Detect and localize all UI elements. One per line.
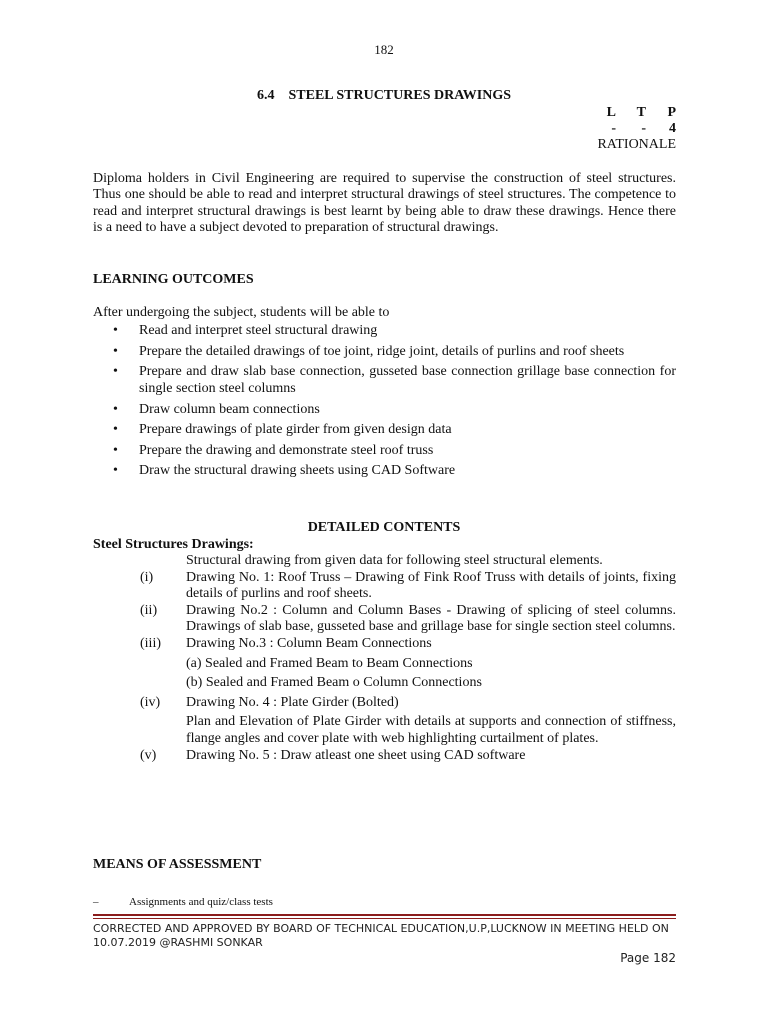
item-text: Plan and Elevation of Plate Girder with details at supports and connection of stiffness, flange angles and cover plate with web highlighting curtailment of plates. xyxy=(186,714,676,746)
dash-icon: – xyxy=(93,896,99,908)
assessment-item-text: Assignments and quiz/class tests xyxy=(129,896,273,908)
item-number: (iv) xyxy=(140,694,161,710)
list-item: • Read and interpret steel structural drawing xyxy=(113,323,378,338)
contents-intro: Structural drawing from given data for following steel structural elements. xyxy=(186,553,603,568)
ltp-values xyxy=(586,121,676,137)
detailed-contents-subheading: Steel Structures Drawings: xyxy=(93,537,254,552)
list-item: • Prepare the detailed drawings of toe joint, ridge joint, details of purlins and roof sheets xyxy=(113,343,625,359)
ltp-p-value: 4 xyxy=(669,121,676,136)
item-number: (v) xyxy=(140,747,157,763)
list-item: • Draw column beam connections xyxy=(113,401,320,417)
contents-item xyxy=(140,695,676,712)
contents-subitem xyxy=(140,714,676,747)
bullet-icon: • xyxy=(113,364,118,379)
item-text: Drawing No. 1: Roof Truss – Drawing of Fink Roof Truss with details of joints, fixing details of purlins and roof sheets. xyxy=(186,569,676,602)
assessment-heading: MEANS OF ASSESSMENT xyxy=(93,857,262,872)
assessment-item xyxy=(93,896,273,908)
ltp-p-label: P xyxy=(667,105,676,120)
page-number-top: 182 xyxy=(374,42,394,57)
ltp-t-label: T xyxy=(636,105,646,120)
item-text: (b) Sealed and Framed Beam o Column Connections xyxy=(186,675,482,691)
item-number: (ii) xyxy=(140,602,158,618)
list-item: • Prepare and draw slab base connection, gusseted base connection grillage base connection for single section steel columns xyxy=(113,364,676,396)
learning-outcomes-list xyxy=(113,322,676,483)
contents-item xyxy=(140,636,676,653)
section-title: 6.4 STEEL STRUCTURES DRAWINGS xyxy=(256,88,512,103)
footer-rule xyxy=(93,914,676,916)
ltp-t-value: - xyxy=(641,121,646,136)
bullet-icon: • xyxy=(113,422,118,437)
bullet-icon: • xyxy=(113,343,118,359)
contents-item xyxy=(140,603,676,636)
rationale-paragraph: Diploma holders in Civil Engineering are required to supervise the construction of steel structures. Thus one should be able to read and interpret structural drawings of steel structures. The competence to read and interpret structural drawings is best learnt by being able to draw these drawings. Hence there is a need to have a subject devoted to preparation of structural drawings. xyxy=(93,171,676,236)
list-item: • Prepare drawings of plate girder from given design data xyxy=(113,422,452,437)
item-text: Drawing No. 4 : Plate Girder (Bolted) xyxy=(186,694,399,710)
contents-item xyxy=(140,748,676,765)
contents-subitem xyxy=(140,675,676,692)
rationale-label: RATIONALE xyxy=(597,137,676,152)
ltp-header xyxy=(586,105,676,121)
bullet-icon: • xyxy=(113,463,118,478)
footer-page-number: Page 182 xyxy=(620,951,676,965)
learning-outcomes-heading: LEARNING OUTCOMES xyxy=(93,272,254,287)
list-item: • Prepare the drawing and demonstrate steel roof truss xyxy=(113,442,434,458)
ltp-l-value: - xyxy=(611,121,616,136)
list-item: • Draw the structural drawing sheets using CAD Software xyxy=(113,463,456,478)
item-text: Drawing No.2 : Column and Column Bases - Drawing of splicing of steel columns. Drawings of slab base, gusseted base and grillage base for single section steel columns. xyxy=(186,602,676,635)
detailed-contents-heading: DETAILED CONTENTS xyxy=(307,520,461,535)
bullet-icon: • xyxy=(113,401,118,417)
item-text: Drawing No. 5 : Draw atleast one sheet using CAD software xyxy=(186,747,526,763)
item-text: (a) Sealed and Framed Beam to Beam Connections xyxy=(186,655,473,671)
learning-outcomes-intro: After undergoing the subject, students will be able to xyxy=(93,305,390,320)
footer-rule xyxy=(93,918,676,919)
footer-text: CORRECTED AND APPROVED BY BOARD OF TECHNICAL EDUCATION,U.P,LUCKNOW IN MEETING HELD ON 10.07.2019 @RASHMI SONKAR xyxy=(93,922,669,949)
bullet-icon: • xyxy=(113,442,118,458)
bullet-icon: • xyxy=(113,323,118,338)
ltp-l-label: L xyxy=(606,105,616,120)
item-number: (i) xyxy=(140,569,154,585)
contents-subitem xyxy=(140,656,676,673)
detailed-contents-list xyxy=(140,553,676,764)
item-text: Drawing No.3 : Column Beam Connections xyxy=(186,635,432,651)
item-number: (iii) xyxy=(140,635,161,651)
contents-item xyxy=(140,570,676,603)
